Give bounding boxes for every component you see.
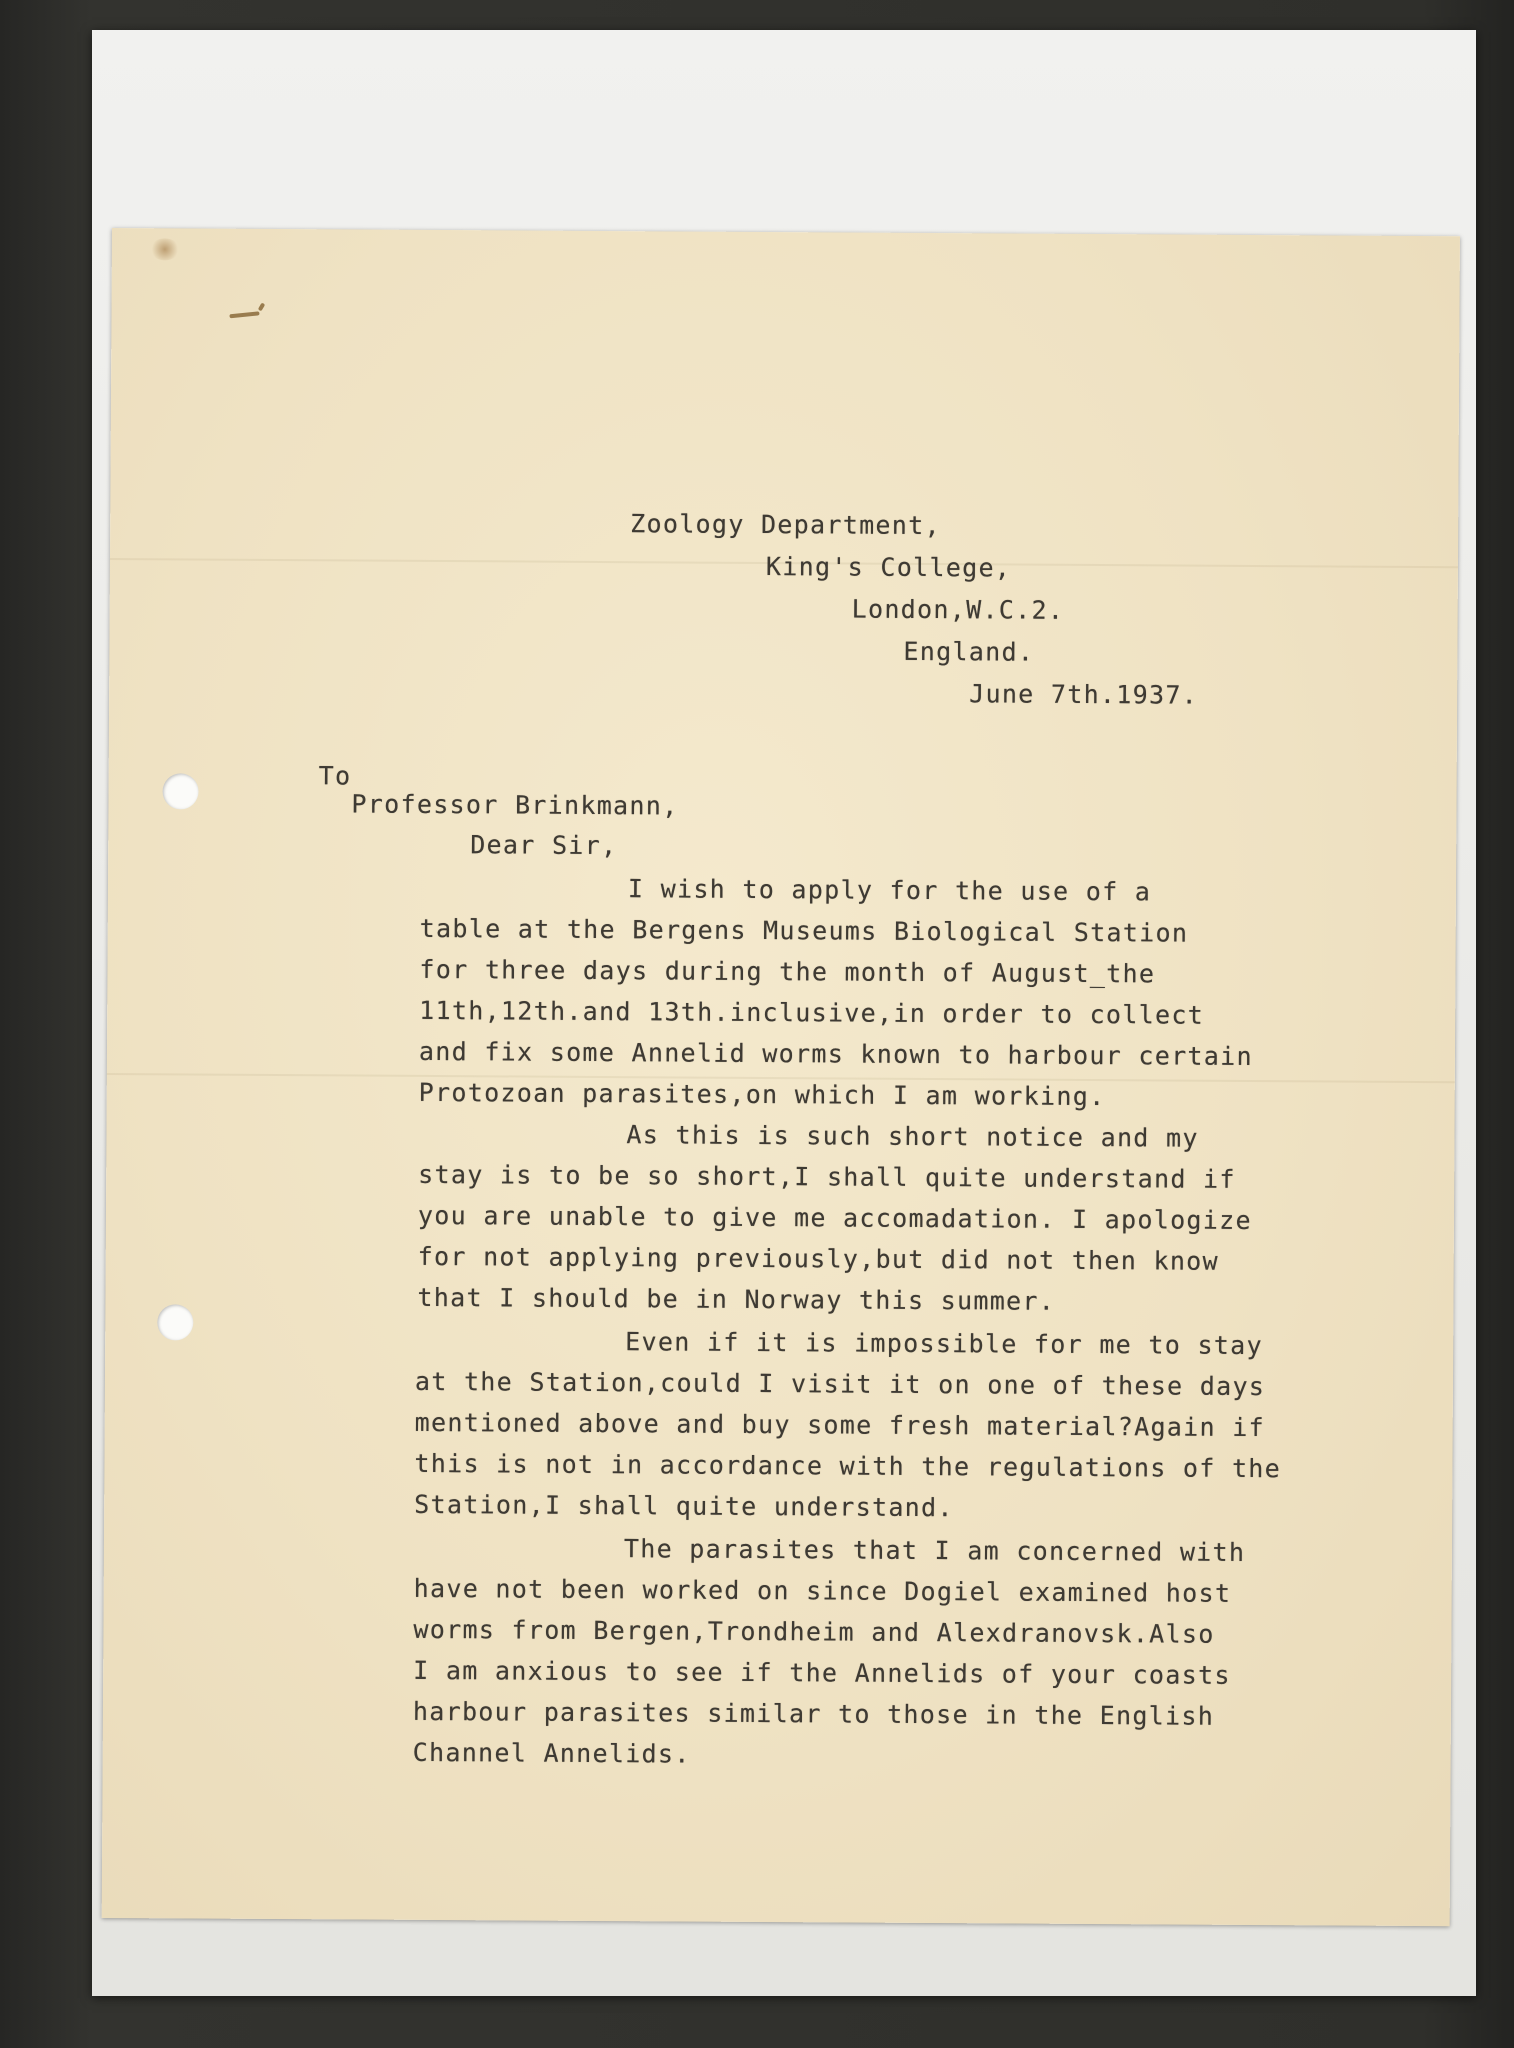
body-line: 11th,12th.and 13th.inclusive,in order to collect — [419, 995, 1205, 1030]
body-line: harbour parasites similar to those in the English — [412, 1696, 1215, 1731]
body-line: and fix some Annelid worms known to harbour certain — [418, 1036, 1253, 1071]
salutation-to: To — [318, 761, 352, 791]
body-line: worms from Bergen,Trondheim and Alexdranovsk.Also — [413, 1614, 1215, 1649]
body-line: for three days during the month of August_the — [419, 954, 1156, 989]
salutation-greeting: Dear Sir, — [470, 830, 618, 861]
body-line: this is not in accordance with the regulations of the — [414, 1448, 1282, 1484]
letter-sheet — [102, 228, 1460, 1926]
staple-stain — [150, 238, 180, 260]
body-line: that I should be in Norway this summer. — [417, 1282, 1056, 1316]
letter-date: June 7th.1937. — [969, 679, 1199, 710]
letterhead-country: England. — [903, 636, 1035, 667]
body-line: have not been worked on since Dogiel examined host — [413, 1573, 1232, 1608]
body-line: mentioned above and buy some fresh material?Again if — [414, 1407, 1266, 1443]
punch-hole-top — [162, 773, 198, 809]
staple-mark — [229, 311, 259, 318]
body-line: for not applying previously,but did not then know — [417, 1241, 1220, 1276]
body-line: Station,I shall quite understand. — [414, 1489, 954, 1523]
body-line: stay is to be so short,I shall quite understand if — [418, 1159, 1236, 1194]
body-line: at the Station,could I visit it on one of these days — [414, 1366, 1266, 1402]
letterhead-college: King's College, — [765, 552, 1012, 583]
body-line: you are unable to give me accomadation. I apologize — [417, 1200, 1252, 1235]
body-line: table at the Bergens Museums Biological Station — [419, 913, 1189, 948]
body-line: Even if it is impossible for me to stay — [625, 1327, 1263, 1361]
staple-mark — [258, 302, 265, 311]
letterhead-city: London,W.C.2. — [851, 594, 1065, 625]
body-line: I am anxious to see if the Annelids of your coasts — [413, 1655, 1231, 1690]
salutation-recipient: Professor Brinkmann, — [351, 789, 679, 821]
body-line: Channel Annelids. — [412, 1737, 691, 1769]
body-line: Protozoan parasites,on which I am working. — [418, 1077, 1106, 1112]
letterhead-department: Zoology Department, — [630, 509, 941, 541]
body-line: As this is such short notice and my — [626, 1120, 1199, 1153]
body-line: I wish to apply for the use of a — [627, 874, 1152, 907]
punch-hole-bottom — [157, 1304, 193, 1340]
body-line: The parasites that I am concerned with — [623, 1534, 1246, 1567]
